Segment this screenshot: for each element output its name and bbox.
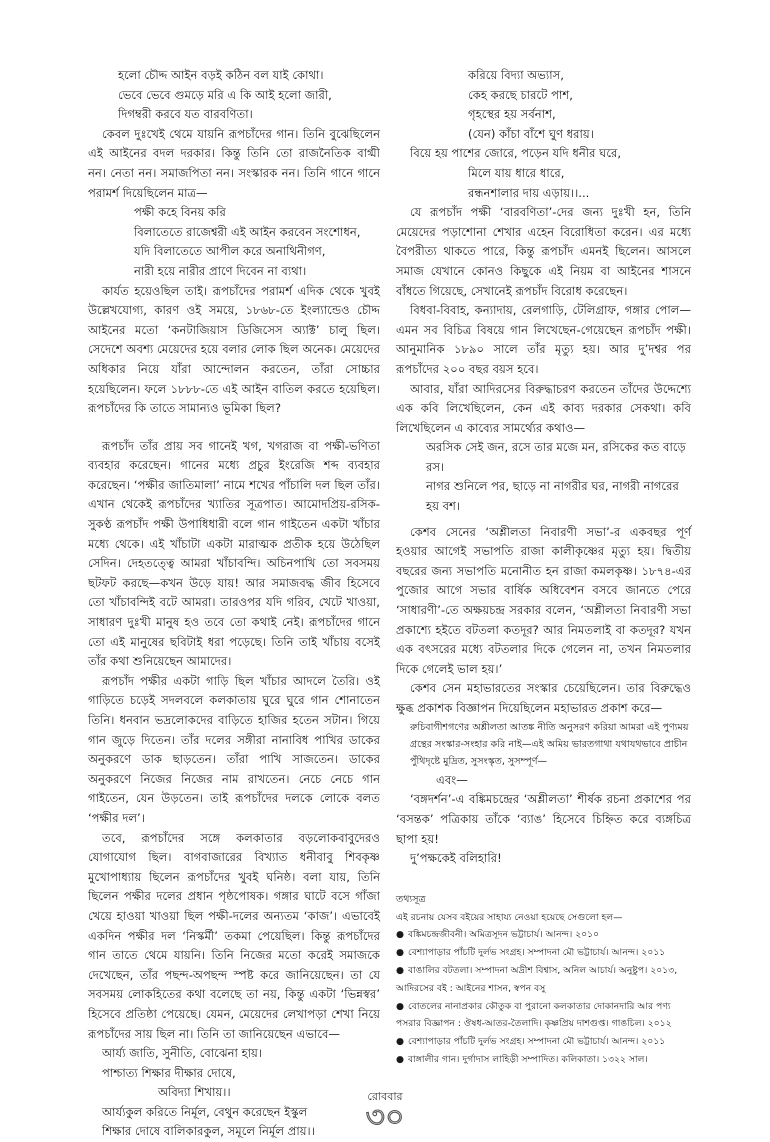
- bullet-icon: ●: [396, 947, 405, 959]
- reference-text: বেশ্যাপাড়ার পাঁচটি দুর্লভ সংগ্রহ। সম্পাদনা মৌ ভট্টাচার্য। আনন্দ। ২০১১: [408, 947, 666, 959]
- bullet-icon: ●: [396, 1036, 405, 1048]
- section-gap: [396, 869, 691, 887]
- reference-item: [396, 998, 691, 1034]
- reference-text: বঙ্কিমচন্দ্রজীবনী। অমিত্রসূদন ভট্টাচার্য। আনন্দ। ২০১০: [408, 929, 600, 941]
- reference-item: [396, 1051, 691, 1069]
- reference-item: [396, 962, 691, 998]
- reference-item: [396, 944, 691, 962]
- reference-item: [396, 1033, 691, 1051]
- reference-text: বেশ্যাপাড়ার পাঁচটি দুর্লভ সংগ্রহ। সম্পাদনা মৌ ভট্টাচার্য। আনন্দ। ২০১১: [408, 1036, 666, 1048]
- verse-line: নাগর শুনিলে পর, ছাড়ে না নাগরীর ঘর, নাগরী নাগরের হয় বশ।: [426, 479, 679, 514]
- references-intro: এই রচনায় যেসব বইয়ের সাহায্য নেওয়া হয়েছে সেগুলো হল—: [396, 911, 623, 923]
- paragraph: কেশব সেন মহাভারতের সংস্কার চেয়েছিলেন। তার বিরুদ্ধেও ক্ষুব্ধ প্রকাশক বিজ্ঞাপন দিয়েছিলেন মহাভারত প্রকাশ করে—: [396, 681, 691, 715]
- paragraph: আবার, যাঁরা আদিরসের বিরুদ্ধাচরণ করতেন তাঁদের উদ্দেশ্যে এক কবি লিখেছিলেন, কেন এই কাব্য দরকার সেকথা। কবি লিখেছিলেন এ কাব্যের সামর্থ্যের কথাও—: [396, 381, 691, 435]
- right-column: [396, 66, 691, 1069]
- verse-line: অরসিক সেই জন, রসে তার মজে মন, রসিকের কত বাড়ে রস।: [426, 440, 686, 474]
- verse-line: বিলাতেতে রাজেশ্বরী এই আইন করবেন সংশোধন,: [134, 224, 361, 239]
- verse-line: করিয়ে বিদ্যা অভ্যাস,: [468, 68, 564, 82]
- paragraph: যে রূপচাঁদ পক্ষী ‘বারবণিতা’-দের জন্য দুঃখী হন, তিনি মেয়েদের পড়াশোনা শেখার এহেন বিরোধিতা করেন। এর মধ্যে বৈপরীত্য থাকতে পারে, কিন্তু রূপচাঁদ এমনই ছিলেন। আসলে সমাজ যেখানে কোনও কিছুকে এই নিয়ম বা আইনের শাসনে বাঁধতে গিয়েছে, সেখানেই রূপচাঁদ বিরোধ করেছেন।: [396, 205, 691, 298]
- bullet-icon: ●: [396, 929, 405, 941]
- verse-line: মিলে যায় ধারে ধারে,: [468, 165, 565, 180]
- paragraph: তবে, রূপচাঁদের সঙ্গে কলকাতার বড়লোকবাবুদেরও যোগাযোগ ছিল। বাগবাজারের বিখ্যাত ধনীবাবু শিবকৃষ্ণ মুখোপাধ্যায় ছিলেন রূপচাঁদের খুবই ঘনিষ্ঠ। বলা যায়, তিনি ছিলেন পক্ষীর দলের প্রধান পৃষ্ঠপোষক। গঙ্গার ঘাটে বসে গাঁজা খেয়ে হাওয়া খাওয়া ছিল পক্ষী-দলের অন্যতম ‘কাজ’। এভাবেই একদিন পক্ষীর দল ‘নিস্কর্মী’ তকমা পেয়েছিল। কিন্তু রূপচাঁদের গান তাতে থেমে যায়নি। তিনি নিজের মতো করেই সমাজকে দেখেছেন, তাঁর পছন্দ-অপছন্দ স্পষ্ট করে জানিয়েছেন। তা যে সবসময় লোকহিতের কথা বলেছে তা নয়, কিন্তু একটা ‘ভিন্নস্বর’ হিসেবে প্রতিষ্ঠা পেয়েছে। যেমন, মেয়েদের লেখাপড়া শেখা নিয়ে রূপচাঁদের সায় ছিল না। তিনি তা জানিয়েছেন এভাবে—: [88, 830, 380, 1041]
- verse-line: দিগম্বরী করবে যত বারবণিতা।: [118, 107, 253, 122]
- paragraph: দু’পক্ষকেই বলিহারি!: [410, 851, 502, 866]
- bullet-icon: ●: [396, 1053, 405, 1065]
- reference-item: [396, 926, 691, 944]
- paragraph: কেবল দুঃখেই থেমে যায়নি রূপচাঁদের গান। তিনি বুঝেছিলেন এই আইনের বদল দরকার। কিন্তু তিনি তো রাজনৈতিক বাগ্মী নন। নেতা নন। সমাজপিতা নন। সংস্কারক নন। তিনি গানে গানে পরামর্শ দিয়েছিলেন মাত্র—: [88, 126, 380, 200]
- page-number: ৩০: [365, 1100, 405, 1135]
- bullet-icon: ●: [396, 1000, 405, 1012]
- verse-line: যদি বিলাতেতে আপীল করে অনাথিনীগণ,: [134, 244, 326, 259]
- verse-line: হলো চৌদ্দ আইন বড়ই কঠিন বল যাই কোথা।: [118, 68, 324, 82]
- paragraph: রূপচাঁদ পক্ষীর একটা গাড়ি ছিল খাঁচার আদলে তৈরি। ওই গাড়িতে চড়েই সদলবলে কলকাতায় ঘুরে ঘুরে গান শোনাতেন তিনি। ধনবান ভদ্রলোকদের বাড়িতে হাজির হতেন সটান। গিয়ে গান জুড়ে দিতেন। তাঁর দলের সঙ্গীরা নানাবিধ পাখির ডাকের অনুকরণে ডাক ছাড়তেন। তাঁরা পাখি সাজতেন। ডাকের অনুকরণে নিজের নিজের নাম রাখতেন। নেচে নেচে গান গাইতেন, যেন উড়তেন। তাই রূপচাঁদের দলকে লোকে বলত ‘পক্ষীর দল’।: [88, 673, 380, 825]
- section-gap: [88, 419, 380, 437]
- verse-line: অবিদ্যা শিখায়।।: [158, 1085, 231, 1100]
- verse-line: নারী হয়ে নারীর প্রাণে দিবেন না ব্যথা।: [134, 263, 307, 278]
- paragraph: ‘বঙ্গদর্শন’-এ বঙ্কিমচন্দ্রের ‘অশ্লীলতা’ শীর্ষক রচনা প্রকাশের পর ‘বসন্তক’ পত্রিকায় তাঁকে ‘ব্যাঙ’ হিসেবে চিহ্নিত করে ব্যঙ্গচিত্র ছাপা হয়!: [396, 792, 691, 846]
- references: [396, 891, 691, 1069]
- verse-line: গৃহস্থের হয় সর্বনাশ,: [468, 107, 556, 122]
- verse-line: পক্ষী কহে বিনয় করি: [134, 205, 226, 220]
- paragraph: কেশব সেনের ‘অশ্লীলতা নিবারণী সভা’-র একবছর পূর্ণ হওয়ার আগেই সভাপতি রাজা কালীকৃষ্ণের মৃত্যু হয়। দ্বিতীয় বছরের জন্য সভাপতি মনোনীত হন রাজা কমলকৃষ্ণ। ১৮৭৪-এর পুজোর আগে সভার বার্ষিক অধিবেশন বসবে জানতে পেরে ‘সাধারণী’-তে অক্ষয়চন্দ্র সরকার বলেন, ‘অশ্লীলতা নিবারণী সভা প্রকাশ্যে হইতে বটতলা কতদূর? আর নিমতলাই বা কতদূর? যখন এক বৎসরের মধ্যে বটতলার দিকে গেলেন না, তখন নিমতলার দিকে গেলেই ভাল হয়।’: [396, 524, 691, 676]
- reference-text: বাঙালির বটতলা। সম্পাদনা অদ্রীশ বিশ্বাস, অনিল আচার্য। অনুষ্টুপ। ২০১৩, আদিরসের বই : আইনের শাসন, স্বপন বসু: [396, 964, 678, 994]
- right-column-body: [396, 66, 691, 887]
- verse-line: ভেবে ভেবে গুমড়ে মরি এ কি আই হলো জারী,: [118, 87, 332, 102]
- verse-line: শিক্ষার দোষে বালিকারকুল, সমূলে নির্মূল প্রায়।।: [102, 1124, 315, 1139]
- references-list: [396, 926, 691, 1068]
- verse-line: রন্ধনশালার দায় এড়ায়।।...: [468, 185, 590, 200]
- references-title: তথ্যসূত্র: [396, 893, 426, 905]
- verse-line: আর্য্যকুল করিতে নির্মূল, বেথুন করেছেন ইস্কুল: [102, 1104, 308, 1119]
- verse-line: আর্য্য জাতি, সুনীতি, বোঝেনা হায়।: [102, 1046, 263, 1061]
- paragraph: রূপচাঁদ তাঁর প্রায় সব গানেই খগ, খগরাজ বা পক্ষী-ভণিতা ব্যবহার করেছেন। গানের মধ্যে প্রচুর ইংরেজি শব্দ ব্যবহার করেছেন। ‘পক্ষীর জাতিমালা’ নামে শখের পাঁচালি দল ছিল তাঁর। এখান থেকেই রূপচাঁদের খ্যাতির সূত্রপাত। আমোদপ্রিয়-রসিক-সুকণ্ঠ রূপচাঁদ পক্ষী উপাধিধারী বলে গান গাইতেন একটা খাঁচার মধ্যে থেকে। এই খাঁচাটা একটা মারাত্মক প্রতীক হয়ে উঠেছিল সেদিন। দেহতত্ত্বে আমরা খাঁচাবন্দি। অচিনপাখি তো সবসময় ছটফট করছে—কখন উড়ে যায়! আর সমাজবদ্ধ জীব হিসেবে তো খাঁচাবন্দিই বটে আমরা। তারওপর যদি গরিব, খেটে খাওয়া, সাধারণ দুঃখী মানুষ হও তবে তো কথাই নেই। রূপচাঁদের গানে তো এই মানুষের ছবিটাই ধরা পড়েছে। তিনি তাই খাঁচায় বসেই তাঁর কথা শুনিয়েছেন আমাদের।: [88, 438, 380, 669]
- verse-line: বিয়ে হয় পাশের জোরে, পড়েন যদি ধনীর ঘরে,: [410, 146, 622, 161]
- verse-line: এবং—: [436, 772, 468, 787]
- verse-line: কেহ করছে চারটে পাশ,: [468, 87, 573, 102]
- left-column: [88, 66, 380, 1142]
- quoted-advertisement: রুচিবাগীশগণের অশ্লীলতা আতঙ্ক নীতি অনুসরণ করিয়া আমরা এই পুণ্যময় গ্রন্থের সংস্কার-সংহার করি নাই—এই অমিয় ভারতগাথা যথাযথভাবে প্রাচীন পুঁথিদৃষ্টে মুদ্রিত, সুসংস্কৃত, সুসম্পূর্ণ—: [410, 721, 689, 768]
- paragraph: বিধবা-বিবাহ, কন্যাদায়, রেলগাড়ি, টেলিগ্রাফ, গঙ্গার পোল—এমন সব বিচিত্র বিষয়ে গান লিখেছেন-গেয়েছেন রূপচাঁদ পক্ষী। আনুমানিক ১৮৯০ সালে তাঁর মৃত্যু হয়। আর দু’দশ্বর পর রূপচাঁদের ২০০ বছর বয়স হবে।: [396, 303, 691, 376]
- reference-text: বাঙ্গালীর গান। দুর্গাদাস লাহিড়ী সম্পাদিত। কলিকাতা। ১৩২২ সাল।: [408, 1053, 648, 1065]
- reference-text: বোতলের নানাপ্রকার কৌতুক বা পুরানো কলকাতার দোকানদারি আর পণ্য পসরার বিজ্ঞাপন : ঔষধ-আতর-তৈলাদি। কৃষ্ণপ্রিয় দাশগুপ্ত। গাঙচিল। ২০১২: [396, 1000, 672, 1030]
- bullet-icon: ●: [396, 964, 405, 976]
- verse-line: পাশ্চাত্য শিক্ষার দীক্ষার দোষে,: [102, 1065, 236, 1080]
- magazine-name: রোববার: [367, 1090, 403, 1103]
- verse-line: (যেন) কাঁচা বাঁশে ঘুণ ধরায়।: [468, 126, 594, 141]
- paragraph: কার্যত হয়েওছিল তাই। রূপচাঁদের পরামর্শ এদিক থেকে খুবই উল্লেখযোগ্য, কারণ ওই সময়ে, ১৮৬৮-তে ইংল্যান্ডেও চৌদ্দ আইনের মতো ‘কনটাজিয়াস ডিজিসেস অ্যাক্ট’ চালু ছিল। সেদেশে অবশ্য মেয়েদের হয়ে বলার লোক ছিল অনেক। মেয়েদের অধিকার নিয়ে যাঁরা আন্দোলন করতেন, তাঁরা সোচ্চার হয়েছিলেন। ফলে ১৮৮৮-তে এই আইন বাতিল করতে হয়েছিল। রূপচাঁদের কি তাতে সামান্যও ভূমিকা ছিল?: [88, 283, 380, 416]
